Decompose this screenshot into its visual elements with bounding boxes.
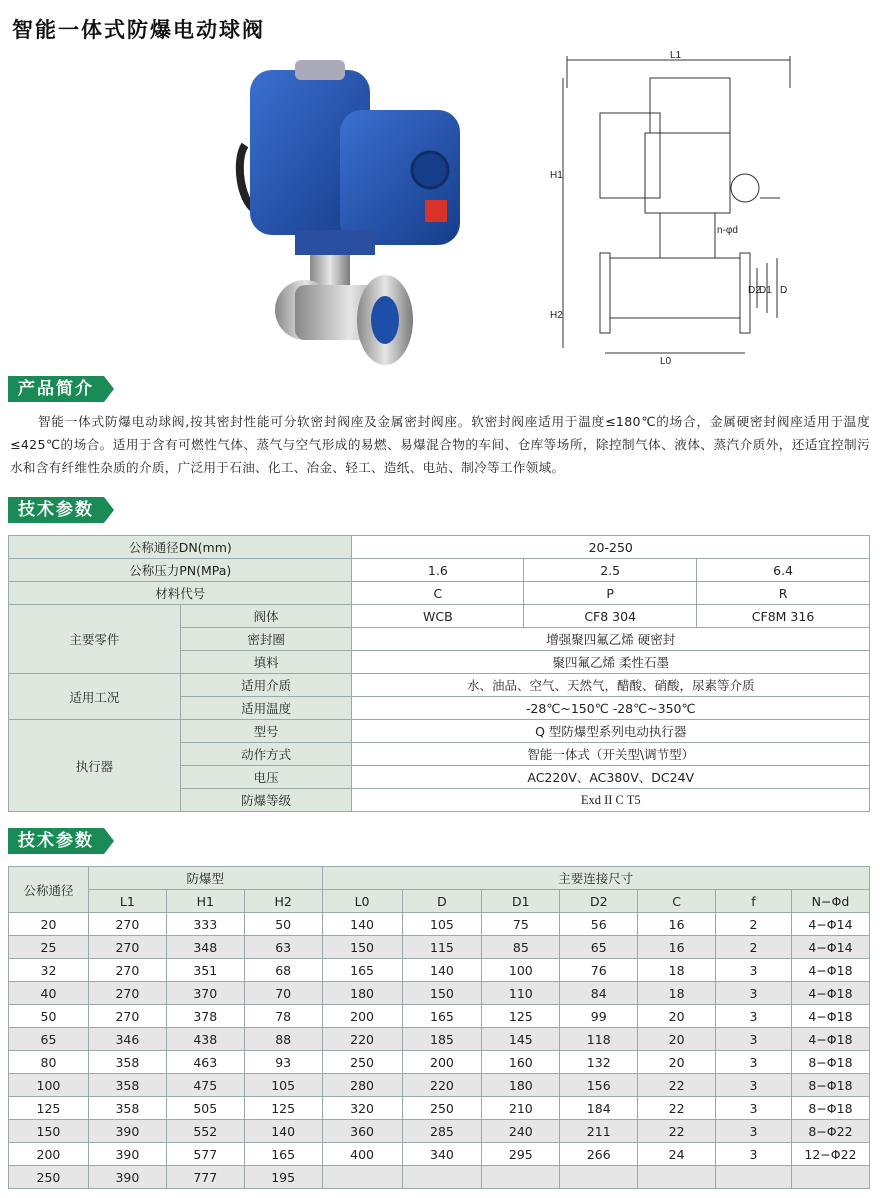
table-cell: 220: [402, 1074, 482, 1097]
table-cell: 18: [638, 982, 716, 1005]
table-cell: 360: [322, 1120, 402, 1143]
table-cell: [638, 1166, 716, 1189]
label-d1: D1: [759, 285, 772, 296]
table-cell: 270: [88, 936, 166, 959]
table-cell: 70: [244, 982, 322, 1005]
section-spec-2-title: 技术参数: [8, 828, 104, 854]
dn-cell: 50: [9, 1005, 89, 1028]
dn-cell: 40: [9, 982, 89, 1005]
table-cell: 270: [88, 913, 166, 936]
table-row: [9, 936, 870, 959]
table-cell: [322, 1166, 402, 1189]
volt-label: 电压: [180, 766, 352, 789]
pack-value: 聚四氟乙烯 柔性石墨: [352, 651, 870, 674]
table-cell: 99: [560, 1005, 638, 1028]
group-dim-header: 主要连接尺寸: [322, 867, 869, 890]
table-cell: 3: [716, 1028, 792, 1051]
dn-cell: 150: [9, 1120, 89, 1143]
table-cell: 115: [402, 936, 482, 959]
mat-value: C: [352, 582, 524, 605]
table-cell: 552: [166, 1120, 244, 1143]
col-header: D1: [482, 890, 560, 913]
table-cell: 4−Φ18: [791, 959, 869, 982]
table-cell: 22: [638, 1074, 716, 1097]
table-cell: 390: [88, 1166, 166, 1189]
table-cell: 438: [166, 1028, 244, 1051]
table-row: [9, 982, 870, 1005]
table-cell: 65: [560, 936, 638, 959]
table-row: [9, 1097, 870, 1120]
pn-value: 1.6: [352, 559, 524, 582]
table-row: [9, 1074, 870, 1097]
table-cell: 3: [716, 982, 792, 1005]
table-cell: 250: [322, 1051, 402, 1074]
table-cell: 125: [482, 1005, 560, 1028]
table-cell: 270: [88, 982, 166, 1005]
table-cell: 3: [716, 1120, 792, 1143]
table-cell: 100: [482, 959, 560, 982]
table-cell: 4−Φ14: [791, 936, 869, 959]
table-row: [9, 1166, 870, 1189]
table-cell: 220: [322, 1028, 402, 1051]
mat-value: P: [524, 582, 697, 605]
table-cell: 140: [402, 959, 482, 982]
table-cell: [482, 1166, 560, 1189]
table-cell: [791, 1166, 869, 1189]
table-cell: 210: [482, 1097, 560, 1120]
table-cell: 8−Φ22: [791, 1120, 869, 1143]
model-label: 型号: [180, 720, 352, 743]
table-cell: 22: [638, 1097, 716, 1120]
table-cell: 105: [402, 913, 482, 936]
label-nphid: n-φd: [717, 225, 738, 236]
table-cell: 340: [402, 1143, 482, 1166]
label-l0: L0: [660, 356, 672, 367]
table-cell: 85: [482, 936, 560, 959]
table-cell: 270: [88, 1005, 166, 1028]
seal-value: 增强聚四氟乙烯 硬密封: [352, 628, 870, 651]
table-cell: 20: [638, 1051, 716, 1074]
col-header: H2: [244, 890, 322, 913]
table-cell: 346: [88, 1028, 166, 1051]
dn-cell: 25: [9, 936, 89, 959]
table-cell: 93: [244, 1051, 322, 1074]
table-cell: 8−Φ18: [791, 1097, 869, 1120]
table-cell: 400: [322, 1143, 402, 1166]
intro-text: 智能一体式防爆电动球阀,按其密封性能可分软密封阀座及金属密封阀座。软密封阀座适用于温度≤180℃的场合，金属硬密封阀座适用于温度≤425℃的场合。适用于含有可燃性气体、蒸气与空气形成的易燃、易爆混合物的车间、仓库等场所，除控制气体、液体、蒸汽介质外，还适宜控制污水和含有纤维性杂质的介质，广泛用于石油、化工、冶金、轻工、造纸、电站、制冷等工作领域。: [10, 414, 870, 475]
col-header: f: [716, 890, 792, 913]
product-photo: [225, 50, 465, 370]
pn-label: 公称压力PN(MPa): [9, 559, 352, 582]
body-label: 阀体: [180, 605, 352, 628]
table-cell: 132: [560, 1051, 638, 1074]
table-cell: 68: [244, 959, 322, 982]
table-cell: 250: [402, 1097, 482, 1120]
table-cell: 185: [402, 1028, 482, 1051]
table-cell: 295: [482, 1143, 560, 1166]
table-cell: 125: [244, 1097, 322, 1120]
table-cell: 8−Φ18: [791, 1051, 869, 1074]
table-cell: 195: [244, 1166, 322, 1189]
temp-label: 适用温度: [180, 697, 352, 720]
table-cell: 165: [244, 1143, 322, 1166]
parts-label: 主要零件: [9, 605, 181, 674]
table-cell: 105: [244, 1074, 322, 1097]
spec-table-1: [8, 535, 870, 812]
label-h1: H1: [550, 170, 563, 181]
table-cell: 358: [88, 1051, 166, 1074]
table-cell: 200: [322, 1005, 402, 1028]
table-cell: 358: [88, 1097, 166, 1120]
table-cell: 577: [166, 1143, 244, 1166]
body-value: WCB: [352, 605, 524, 628]
col-header: N−Φd: [791, 890, 869, 913]
col-header: D2: [560, 890, 638, 913]
table-cell: [402, 1166, 482, 1189]
page-title: 智能一体式防爆电动球阀: [12, 18, 265, 42]
table-cell: 118: [560, 1028, 638, 1051]
dn-label: 公称通径DN(mm): [9, 536, 352, 559]
group-ex-header: 防爆型: [88, 867, 322, 890]
col-header: D: [402, 890, 482, 913]
table-cell: 140: [244, 1120, 322, 1143]
media-value: 水、油品、空气、天然气，醋酸、硝酸，尿素等介质: [352, 674, 870, 697]
table-cell: 78: [244, 1005, 322, 1028]
ex-label: 防爆等级: [180, 789, 352, 812]
dn-cell: 200: [9, 1143, 89, 1166]
volt-value: AC220V、AC380V、DC24V: [352, 766, 870, 789]
table-cell: 180: [482, 1074, 560, 1097]
table-cell: 88: [244, 1028, 322, 1051]
table-row: [9, 1143, 870, 1166]
table-cell: 20: [638, 1005, 716, 1028]
label-h2: H2: [550, 310, 563, 321]
table-cell: 16: [638, 913, 716, 936]
table-cell: 266: [560, 1143, 638, 1166]
table-cell: 3: [716, 959, 792, 982]
col-header: L1: [88, 890, 166, 913]
table-row: [9, 1051, 870, 1074]
table-cell: 4−Φ18: [791, 982, 869, 1005]
ex-value: Exd II C T5: [352, 789, 870, 812]
dn-cell: 100: [9, 1074, 89, 1097]
table-cell: 75: [482, 913, 560, 936]
table-cell: 16: [638, 936, 716, 959]
mode-label: 动作方式: [180, 743, 352, 766]
table-cell: 211: [560, 1120, 638, 1143]
mat-value: R: [697, 582, 870, 605]
table-cell: 20: [638, 1028, 716, 1051]
col-header: C: [638, 890, 716, 913]
dn-cell: 125: [9, 1097, 89, 1120]
table-cell: 3: [716, 1051, 792, 1074]
label-d2: D2: [748, 285, 761, 296]
table-cell: 390: [88, 1143, 166, 1166]
table-cell: 84: [560, 982, 638, 1005]
table-cell: 18: [638, 959, 716, 982]
label-l1: L1: [670, 50, 682, 61]
table-cell: 150: [322, 936, 402, 959]
media-label: 适用介质: [180, 674, 352, 697]
table-cell: 3: [716, 1005, 792, 1028]
act-label: 执行器: [9, 720, 181, 812]
table-cell: 348: [166, 936, 244, 959]
table-cell: 280: [322, 1074, 402, 1097]
table-cell: 76: [560, 959, 638, 982]
section-spec-1-title: 技术参数: [8, 497, 104, 523]
table-cell: 240: [482, 1120, 560, 1143]
table-cell: 3: [716, 1074, 792, 1097]
table-cell: 8−Φ18: [791, 1074, 869, 1097]
dimension-drawing: [545, 48, 795, 368]
table-cell: 24: [638, 1143, 716, 1166]
table-cell: 184: [560, 1097, 638, 1120]
section-spec-2: [8, 828, 870, 854]
mat-label: 材料代号: [9, 582, 352, 605]
table-cell: 50: [244, 913, 322, 936]
table-cell: 2: [716, 913, 792, 936]
table-cell: 2: [716, 936, 792, 959]
table-cell: 56: [560, 913, 638, 936]
body-value: CF8 304: [524, 605, 697, 628]
table-cell: 165: [402, 1005, 482, 1028]
table-cell: 378: [166, 1005, 244, 1028]
section-spec-1: [8, 497, 870, 523]
table-cell: 180: [322, 982, 402, 1005]
table-cell: 351: [166, 959, 244, 982]
table-cell: 4−Φ18: [791, 1028, 869, 1051]
model-value: Q 型防爆型系列电动执行器: [352, 720, 870, 743]
table-row: [9, 913, 870, 936]
seal-label: 密封圈: [180, 628, 352, 651]
table-cell: 370: [166, 982, 244, 1005]
pn-value: 2.5: [524, 559, 697, 582]
table-cell: 4−Φ14: [791, 913, 869, 936]
dn-cell: 20: [9, 913, 89, 936]
mode-value: 智能一体式（开关型\调节型）: [352, 743, 870, 766]
dn-cell: 80: [9, 1051, 89, 1074]
table-cell: 160: [482, 1051, 560, 1074]
table-cell: 333: [166, 913, 244, 936]
table-cell: 463: [166, 1051, 244, 1074]
table-cell: 22: [638, 1120, 716, 1143]
table-cell: 156: [560, 1074, 638, 1097]
table-cell: 390: [88, 1120, 166, 1143]
table-cell: 150: [402, 982, 482, 1005]
table-cell: 140: [322, 913, 402, 936]
spec-table-2: [8, 866, 870, 1189]
table-row: [9, 1120, 870, 1143]
section-intro-title: 产品简介: [8, 376, 104, 402]
table-cell: 145: [482, 1028, 560, 1051]
table-cell: 270: [88, 959, 166, 982]
table-cell: 63: [244, 936, 322, 959]
table-cell: 358: [88, 1074, 166, 1097]
dn-cell: 32: [9, 959, 89, 982]
table-cell: 505: [166, 1097, 244, 1120]
table-cell: [560, 1166, 638, 1189]
col-header: L0: [322, 890, 402, 913]
temp-value: -28℃~150℃ -28℃~350℃: [352, 697, 870, 720]
col-header: H1: [166, 890, 244, 913]
dn-cell: 250: [9, 1166, 89, 1189]
table-cell: 3: [716, 1097, 792, 1120]
cond-label: 适用工况: [9, 674, 181, 720]
dn-cell: 65: [9, 1028, 89, 1051]
table-cell: 475: [166, 1074, 244, 1097]
table-cell: 320: [322, 1097, 402, 1120]
table-cell: 200: [402, 1051, 482, 1074]
table-row: [9, 1005, 870, 1028]
table-row: [9, 959, 870, 982]
table-cell: 3: [716, 1143, 792, 1166]
dn-value: 20-250: [352, 536, 870, 559]
table-cell: 110: [482, 982, 560, 1005]
pn-value: 6.4: [697, 559, 870, 582]
table-cell: 285: [402, 1120, 482, 1143]
body-value: CF8M 316: [697, 605, 870, 628]
section-intro: [8, 376, 870, 402]
table-cell: 165: [322, 959, 402, 982]
table-cell: [716, 1166, 792, 1189]
table-cell: 12−Φ22: [791, 1143, 869, 1166]
label-d: D: [780, 285, 788, 296]
table-cell: 777: [166, 1166, 244, 1189]
table-row: [9, 1028, 870, 1051]
col-dn-header: 公称通径: [9, 867, 89, 913]
pack-label: 填料: [180, 651, 352, 674]
table-cell: 4−Φ18: [791, 1005, 869, 1028]
